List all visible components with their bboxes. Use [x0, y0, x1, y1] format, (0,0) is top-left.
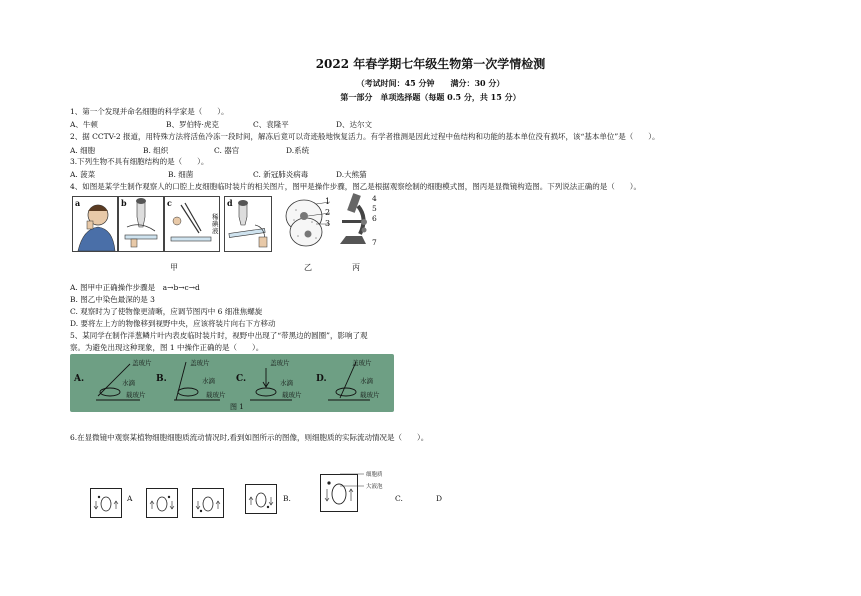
- q5-fig-letter-d: D.: [316, 374, 327, 384]
- cell-label-1: 1: [325, 197, 331, 206]
- b-water-label: 水滴: [202, 377, 215, 385]
- vacuole-label: 大液泡: [366, 484, 383, 490]
- q5-stem-line1: 5、某同学在制作洋葱鳞片叶内表皮临时装片时，视野中出现了“带黑边的圆圈”，影响了观: [70, 331, 368, 340]
- q3-option-d[interactable]: D.大熊猫: [336, 170, 367, 179]
- q1-option-b[interactable]: B、罗伯特·虎克: [166, 120, 219, 129]
- q3-option-b[interactable]: B. 细菌: [168, 170, 194, 179]
- q2-stem: 2、据 CCTV-2 报道，用特殊方法将活鱼冷冻一段时间，解冻后竟可以奇迹般地恢复活力。有学者推测是因此过程中鱼结构和功能的基本单位没有损坏，该“基本单位”是（ ）。: [70, 132, 660, 141]
- caption-bing: 丙: [352, 263, 360, 272]
- caption-yi: 乙: [304, 263, 312, 272]
- scope-label-5: 5: [372, 204, 377, 213]
- cytoplasm-label: 细胞质: [366, 472, 383, 478]
- cheek-cell-diagram-icon: [282, 196, 342, 252]
- scope-label-6: 6: [372, 214, 377, 223]
- q6-letter-b[interactable]: B.: [283, 494, 291, 503]
- scope-label-7: 7: [372, 238, 377, 247]
- step-d-label: d: [227, 198, 233, 208]
- caption-jia: 甲: [170, 263, 178, 272]
- a-slide-label: 载玻片: [126, 391, 146, 399]
- q3-option-a[interactable]: A. 菠菜: [70, 170, 96, 179]
- q5-fig-letter-c: C.: [236, 374, 247, 384]
- q4-stem: 4、如图是某学生制作观察人的口腔上皮细胞临时装片的相关图片，图甲是操作步骤，图乙是根据观察绘制的细胞模式图，图丙是显微镜构造图。下列说法正确的是（ ）。: [70, 182, 642, 191]
- step-c-label: c: [167, 198, 172, 208]
- b-slide-label: 载玻片: [206, 391, 226, 399]
- q4-option-d[interactable]: D. 要将左上方的物像移到视野中央，应该将装片向右下方移动: [70, 319, 276, 328]
- c-water-label: 水滴: [280, 379, 293, 387]
- q6-stem: 6.在显微镜中观察某植物细胞细胞质流动情况时,看到如图所示的图像，则细胞质的实际流动情况是（ ）。: [70, 433, 429, 442]
- cell-flow-3-icon: [193, 489, 223, 517]
- q1-option-a[interactable]: A、牛顿: [70, 120, 98, 129]
- q4-option-a[interactable]: A. 图甲中正确操作步骤是 a→b→c→d: [70, 283, 200, 292]
- page-title: 2022 年春学期七年级生物第一次学情检测: [315, 57, 546, 71]
- q6-letter-c[interactable]: C.: [395, 494, 403, 503]
- q3-stem: 3.下列生物不具有细胞结构的是（ ）。: [70, 157, 209, 166]
- q6-cell-2: [146, 488, 178, 518]
- iodine-label: 稀碘液: [212, 213, 219, 235]
- q1-option-c[interactable]: C、袁隆平: [253, 120, 289, 129]
- q5-figure-caption: 图 1: [230, 403, 244, 411]
- b-cover-label: 盖玻片: [190, 359, 210, 367]
- q5-figure-photo: [70, 354, 394, 412]
- microscope-icon: [336, 192, 372, 252]
- cell-flow-2-icon: [147, 489, 177, 517]
- q2-option-c[interactable]: C. 器官: [214, 146, 240, 155]
- q6-cell-a: [90, 488, 122, 518]
- d-cover-label: 盖玻片: [352, 359, 372, 367]
- q2-option-d[interactable]: D.系统: [286, 146, 310, 155]
- a-water-label: 水滴: [122, 379, 135, 387]
- tweezers-coverslip-icon: [165, 197, 219, 251]
- d-water-label: 水滴: [360, 377, 373, 385]
- cell-label-2: 2: [325, 208, 331, 217]
- exam-info: （考试时间：45 分钟 满分：30 分）: [356, 78, 505, 88]
- q1-option-d[interactable]: D、达尔文: [336, 120, 373, 129]
- q5-fig-letter-a: A.: [74, 374, 85, 384]
- q5-stem-line2: 察。为避免出现这种现象，图 1 中操作正确的是（ ）。: [70, 343, 264, 352]
- section-heading: 第一部分 单项选择题（每题 0.5 分，共 15 分）: [340, 92, 521, 102]
- q4-option-c[interactable]: C. 观察时为了使物像更清晰，应调节图丙中 6 细准焦螺旋: [70, 307, 263, 316]
- q6-letter-a[interactable]: A: [127, 494, 133, 503]
- step-a-label: a: [75, 198, 81, 208]
- q2-option-b[interactable]: B. 组织: [143, 146, 169, 155]
- q4-option-b[interactable]: B. 图乙中染色最深的是 3: [70, 295, 155, 304]
- cell-label-3: 3: [325, 219, 331, 228]
- q1-stem: 1、第一个发现并命名细胞的科学家是（ ）。: [70, 107, 229, 116]
- d-slide-label: 载玻片: [360, 391, 380, 399]
- c-cover-label: 盖玻片: [270, 359, 290, 367]
- step-b-label: b: [121, 198, 127, 208]
- scope-label-4: 4: [372, 194, 377, 203]
- q6-letter-d[interactable]: D: [436, 494, 443, 503]
- q6-cell-4: [245, 484, 277, 514]
- q2-option-a[interactable]: A. 细胞: [70, 146, 96, 155]
- c-slide-label: 载玻片: [282, 391, 302, 399]
- q3-option-c[interactable]: C. 新冠肺炎病毒: [253, 170, 309, 179]
- q5-fig-letter-b: B.: [156, 374, 167, 384]
- a-cover-label: 盖玻片: [132, 359, 152, 367]
- q6-cell-3: [192, 488, 224, 518]
- cell-flow-4-icon: [246, 485, 276, 513]
- cell-flow-a-icon: [91, 489, 121, 517]
